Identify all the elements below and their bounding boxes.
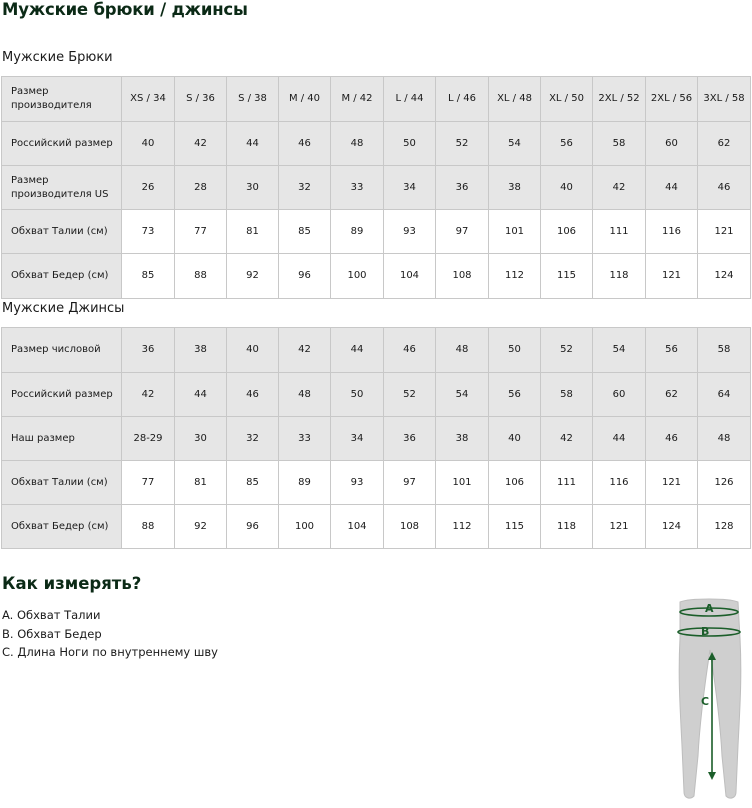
table-row [2,417,751,461]
row-header-cell: Размер числовой [2,328,122,373]
table-cell: 96 [279,254,331,299]
table-cell: 121 [593,505,646,549]
table-cell: 33 [331,166,384,210]
table-cell: 50 [489,328,541,373]
page-title: Мужские брюки / джинсы [2,0,248,19]
table-cell: 38 [436,417,489,461]
row-header-cell: Наш размер [2,417,122,461]
table-cell: 34 [331,417,384,461]
table-cell: 32 [227,417,279,461]
table-cell: 52 [541,328,593,373]
table-row [2,328,751,373]
table-cell: 42 [122,373,175,417]
table-cell: 46 [384,328,436,373]
table-cell: 121 [646,461,698,505]
table-cell: 30 [175,417,227,461]
table-cell: XS / 34 [122,77,175,122]
table-cell: 44 [331,328,384,373]
trousers-section-title: Мужские Брюки [2,50,113,65]
table-cell: 30 [227,166,279,210]
table-cell: 44 [593,417,646,461]
table-cell: 40 [489,417,541,461]
table-row [2,122,751,166]
table-cell: 42 [279,328,331,373]
table-cell: 101 [489,210,541,254]
table-cell: 93 [331,461,384,505]
table-cell: 77 [175,210,227,254]
table-row [2,373,751,417]
table-cell: 58 [541,373,593,417]
table-cell: 112 [489,254,541,299]
label-c: C [701,695,710,708]
table-cell: 108 [436,254,489,299]
label-b: B [701,625,710,638]
table-cell: 101 [436,461,489,505]
table-cell: 50 [384,122,436,166]
jeans-section-title: Мужские Джинсы [2,301,125,316]
how-to-measure-title: Как измерять? [2,574,142,593]
table-cell: 81 [175,461,227,505]
table-cell: 26 [122,166,175,210]
table-cell: 106 [541,210,593,254]
table-cell: 48 [331,122,384,166]
table-cell: 93 [384,210,436,254]
table-cell: 88 [122,505,175,549]
table-cell: M / 42 [331,77,384,122]
row-header-cell: Обхват Бедер (см) [2,254,122,299]
table-cell: 54 [489,122,541,166]
table-cell: 38 [489,166,541,210]
table-cell: L / 46 [436,77,489,122]
table-cell: 124 [646,505,698,549]
table-cell: 85 [122,254,175,299]
table-cell: 97 [384,461,436,505]
table-cell: 46 [227,373,279,417]
table-cell: 46 [698,166,751,210]
table-cell: 100 [279,505,331,549]
table-cell: 52 [436,122,489,166]
table-cell: 38 [175,328,227,373]
row-header-cell: Обхват Талии (см) [2,461,122,505]
table-cell: 2XL / 56 [646,77,698,122]
table-cell: 60 [646,122,698,166]
table-row [2,461,751,505]
measurement-item-hips: B. Обхват Бедер [2,626,102,641]
table-cell: 56 [646,328,698,373]
table-cell: 112 [436,505,489,549]
table-cell: 28-29 [122,417,175,461]
table-cell: 128 [698,505,751,549]
table-cell: 48 [698,417,751,461]
table-cell: 126 [698,461,751,505]
table-cell: S / 38 [227,77,279,122]
table-cell: 116 [593,461,646,505]
table-cell: 36 [122,328,175,373]
table-cell: 121 [698,210,751,254]
table-row [2,166,751,210]
row-header-cell: Обхват Бедер (см) [2,505,122,549]
table-cell: 81 [227,210,279,254]
table-cell: 42 [593,166,646,210]
table-cell: 124 [698,254,751,299]
row-header-cell: Обхват Талии (см) [2,210,122,254]
table-cell: 44 [646,166,698,210]
table-cell: 46 [279,122,331,166]
table-cell: 28 [175,166,227,210]
measurement-item-inseam: C. Длина Ноги по внутреннему шву [2,645,218,659]
table-cell: 111 [593,210,646,254]
row-header-cell: Российский размер [2,122,122,166]
table-cell: 48 [436,328,489,373]
table-cell: 85 [279,210,331,254]
table-cell: 42 [541,417,593,461]
table-cell: 62 [646,373,698,417]
table-cell: XL / 48 [489,77,541,122]
table-cell: 36 [384,417,436,461]
table-cell: 36 [436,166,489,210]
table-cell: 58 [593,122,646,166]
table-cell: 44 [227,122,279,166]
table-cell: 50 [331,373,384,417]
table-cell: L / 44 [384,77,436,122]
table-cell: 64 [698,373,751,417]
table-cell: 111 [541,461,593,505]
row-header-cell: Размер производителя US [2,166,122,210]
table-cell: 40 [227,328,279,373]
table-cell: 92 [175,505,227,549]
table-cell: 62 [698,122,751,166]
table-cell: 46 [646,417,698,461]
table-cell: 100 [331,254,384,299]
measurement-list [2,606,218,662]
table-cell: 44 [175,373,227,417]
table-cell: 3XL / 58 [698,77,751,122]
table-cell: 48 [279,373,331,417]
row-header-cell: Российский размер [2,373,122,417]
table-cell: 97 [436,210,489,254]
table-cell: 73 [122,210,175,254]
table-cell: 85 [227,461,279,505]
table-row [2,505,751,549]
table-cell: 106 [489,461,541,505]
row-header-cell: Размер производителя [2,77,122,122]
table-cell: 115 [541,254,593,299]
table-cell: 92 [227,254,279,299]
table-cell: 40 [541,166,593,210]
table-cell: 89 [279,461,331,505]
trousers-size-table [1,76,751,299]
table-cell: 34 [384,166,436,210]
table-row [2,210,751,254]
table-row [2,77,751,122]
trousers-measure-figure [670,596,750,804]
table-cell: 58 [698,328,751,373]
table-cell: 60 [593,373,646,417]
table-cell: 54 [436,373,489,417]
table-cell: 32 [279,166,331,210]
table-cell: 118 [541,505,593,549]
table-cell: 108 [384,505,436,549]
table-cell: 88 [175,254,227,299]
table-cell: 115 [489,505,541,549]
trousers-figure-illustration [670,596,750,804]
table-cell: 77 [122,461,175,505]
table-cell: 96 [227,505,279,549]
table-cell: S / 36 [175,77,227,122]
table-cell: 121 [646,254,698,299]
table-cell: 56 [489,373,541,417]
table-cell: 52 [384,373,436,417]
label-a: A [705,602,714,615]
table-cell: M / 40 [279,77,331,122]
table-cell: 40 [122,122,175,166]
table-cell: 33 [279,417,331,461]
table-row [2,254,751,299]
measurement-item-waist: A. Обхват Талии [2,608,101,622]
table-cell: 56 [541,122,593,166]
table-cell: 104 [384,254,436,299]
table-cell: 2XL / 52 [593,77,646,122]
jeans-size-table [1,327,751,549]
table-cell: 104 [331,505,384,549]
table-cell: 89 [331,210,384,254]
table-cell: 118 [593,254,646,299]
table-cell: 42 [175,122,227,166]
table-cell: 116 [646,210,698,254]
table-cell: 54 [593,328,646,373]
table-cell: XL / 50 [541,77,593,122]
